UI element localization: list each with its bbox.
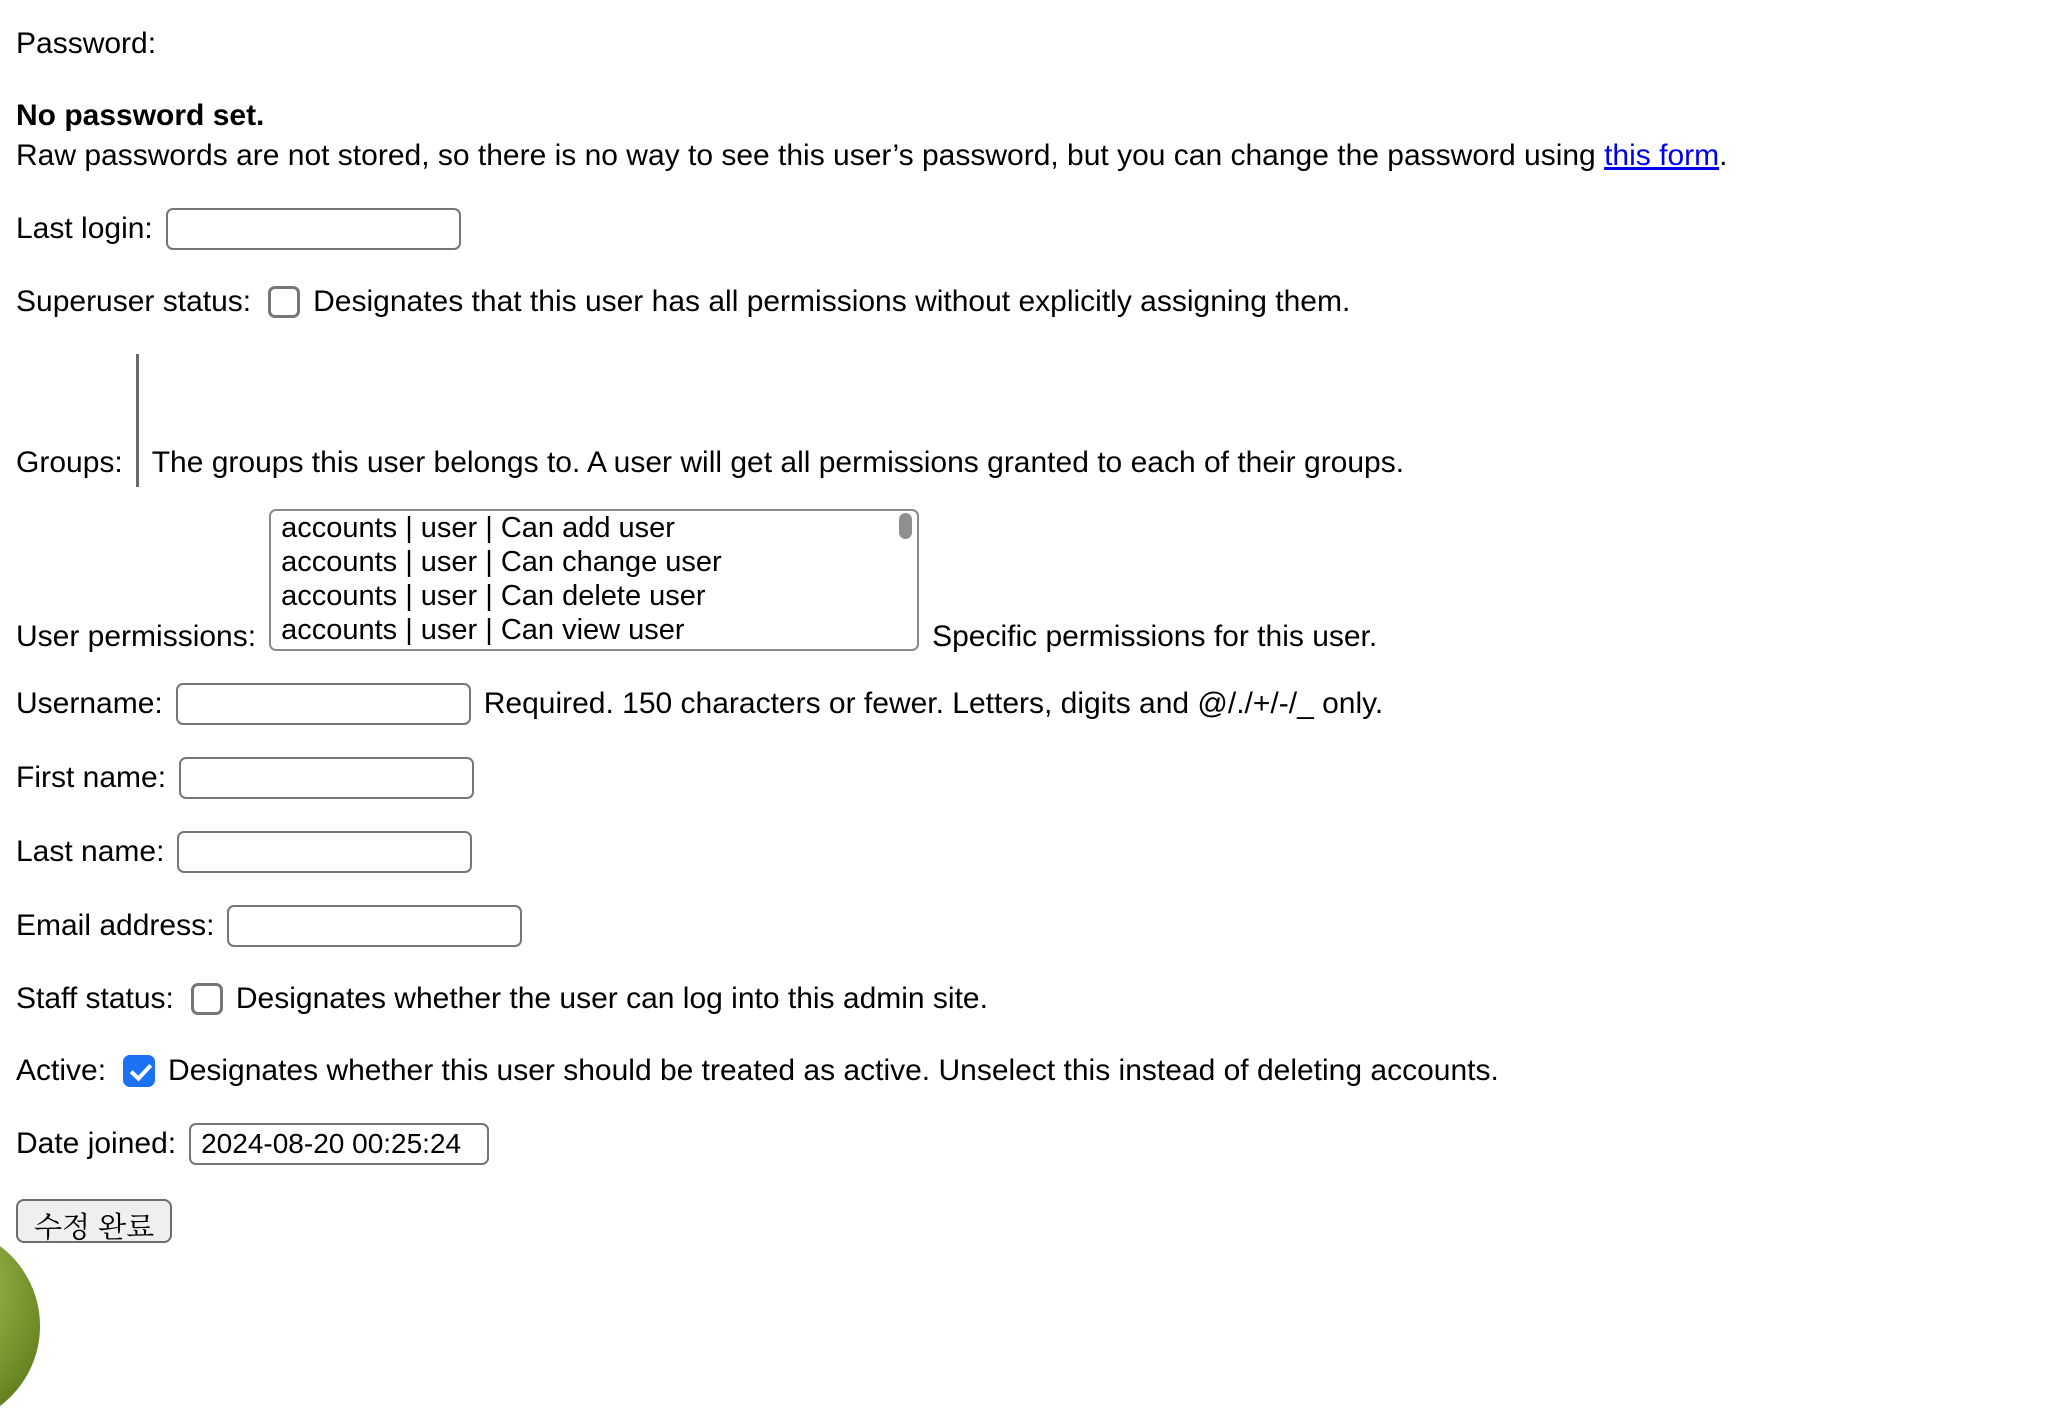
- first-name-label: First name:: [16, 761, 167, 794]
- superuser-checkbox[interactable]: [268, 286, 300, 318]
- active-row: [16, 1051, 2056, 1091]
- superuser-help: Designates that this user has all permissions without explicitly assigning them.: [313, 285, 1351, 318]
- username-help: Required. 150 characters or fewer. Letters, digits and @/./+/-/_ only.: [483, 687, 1384, 720]
- staff-status-label: Staff status:: [16, 982, 174, 1015]
- email-label: Email address:: [16, 909, 215, 942]
- groups-select[interactable]: [136, 354, 139, 487]
- date-joined-label: Date joined:: [16, 1127, 177, 1160]
- staff-status-checkbox[interactable]: [191, 983, 223, 1015]
- password-help-block: [16, 96, 2056, 176]
- groups-help: The groups this user belongs to. A user will get all permissions granted to each of their groups.: [151, 446, 1405, 479]
- permission-option[interactable]: accounts | user | Can change user: [281, 546, 722, 578]
- active-checkbox[interactable]: [123, 1055, 155, 1087]
- date-joined-input[interactable]: [189, 1123, 489, 1165]
- username-row: [16, 683, 2056, 725]
- staff-status-help: Designates whether the user can log into this admin site.: [235, 982, 988, 1015]
- green-corner-decoration: [0, 1226, 40, 1426]
- active-label: Active:: [16, 1054, 107, 1087]
- password-label: Password:: [16, 27, 157, 60]
- user-permissions-row: [16, 509, 2056, 651]
- scrollbar-thumb[interactable]: [899, 513, 912, 539]
- superuser-label: Superuser status:: [16, 285, 252, 318]
- last-login-label: Last login:: [16, 212, 153, 245]
- username-label: Username:: [16, 687, 163, 720]
- permission-option[interactable]: accounts | user | Can view user: [281, 614, 685, 646]
- permission-option[interactable]: accounts | user | Can delete user: [281, 580, 706, 612]
- groups-row: [16, 354, 2056, 477]
- password-row: [16, 24, 2056, 64]
- user-permissions-help: Specific permissions for this user.: [932, 620, 1378, 653]
- last-login-row: [16, 208, 2056, 250]
- superuser-row: [16, 282, 2056, 322]
- staff-status-row: [16, 979, 2056, 1019]
- permission-option[interactable]: accounts | user | Can add user: [281, 512, 675, 544]
- permission-options: [271, 511, 917, 647]
- password-status-text: No password set.: [16, 99, 265, 132]
- email-input[interactable]: [227, 905, 522, 947]
- first-name-input[interactable]: [179, 757, 474, 799]
- change-password-link[interactable]: this form: [1604, 139, 1720, 172]
- email-row: [16, 905, 2056, 947]
- active-help: Designates whether this user should be treated as active. Unselect this instead of deleting accounts.: [168, 1054, 1499, 1087]
- date-joined-row: [16, 1123, 2056, 1165]
- last-name-input[interactable]: [177, 831, 472, 873]
- user-permissions-select[interactable]: [269, 509, 919, 651]
- last-login-input[interactable]: [166, 208, 461, 250]
- first-name-row: [16, 757, 2056, 799]
- user-permissions-label: User permissions:: [16, 620, 257, 653]
- password-help-text: Raw passwords are not stored, so there is no way to see this user’s password, but you can change the password using: [16, 139, 1605, 172]
- submit-button[interactable]: 수정 완료: [16, 1199, 172, 1243]
- last-name-row: [16, 831, 2056, 873]
- username-input[interactable]: [176, 683, 471, 725]
- password-help-period: .: [1719, 139, 1728, 172]
- submit-row: [16, 1199, 2056, 1248]
- last-name-label: Last name:: [16, 835, 165, 868]
- groups-label: Groups:: [16, 446, 123, 479]
